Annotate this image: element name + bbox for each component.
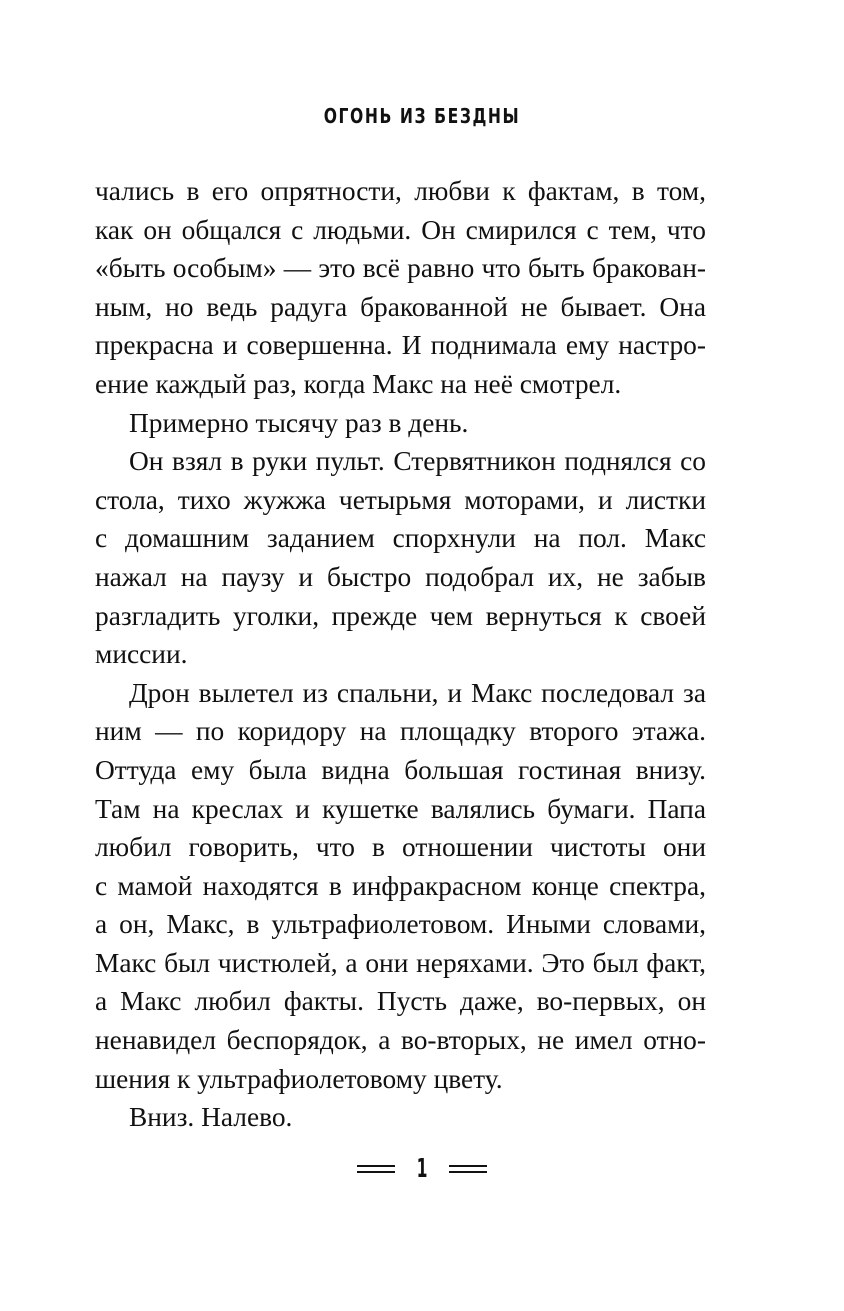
- text-line: миссии.: [95, 639, 188, 670]
- folio-rule-left: [357, 1165, 395, 1173]
- running-title: ОГОНЬ ИЗ БЕЗДНЫ: [323, 104, 521, 128]
- text-line: Там на креслах и кушетке валялись бумаги. Папа: [95, 793, 706, 824]
- text-line: Макс был чистюлей, а они неряхами. Это был факт,: [95, 947, 706, 978]
- text-line: а он, Макс, в ультрафиолетовом. Иными словами,: [95, 909, 706, 940]
- page-folio: [0, 1156, 844, 1182]
- text-line: любил говорить, что в отношении чистоты они: [95, 832, 706, 863]
- text-line: с домашним заданием спорхнули на пол. Макс: [95, 523, 706, 554]
- page-number: 1: [416, 1154, 428, 1184]
- body-text: [95, 172, 706, 1137]
- text-line: стола, тихо жужжа четырьмя моторами, и листки: [95, 484, 706, 515]
- text-line: шения к ультрафиолетовому цвету.: [95, 1063, 503, 1094]
- text-line: как он общался с людьми. Он смирился с тем, что: [95, 214, 706, 245]
- text-line: ным, но ведь радуга бракованной не бывает. Она: [95, 291, 706, 322]
- text-line: прекрасна и совершенна. И поднимала ему настро-: [95, 330, 706, 361]
- text-line: Дрон вылетел из спальни, и Макс последовал за: [129, 677, 706, 708]
- text-line: ненавидел беспорядок, а во-вторых, не имел отно-: [95, 1025, 706, 1056]
- text-line: Он взял в руки пульт. Стервятникон поднялся со: [129, 446, 706, 477]
- text-line: ним — по коридору на площадку второго этажа.: [95, 716, 706, 747]
- text-line: «быть особым» — это всё равно что быть бракован-: [95, 253, 706, 284]
- text-line: Оттуда ему была видна большая гостиная внизу.: [95, 754, 706, 785]
- text-line: разгладить уголки, прежде чем вернуться к своей: [95, 600, 706, 631]
- folio-rule-right: [449, 1165, 487, 1173]
- text-line: с мамой находятся в инфракрасном конце спектра,: [95, 870, 706, 901]
- text-line: а Макс любил факты. Пусть даже, во-первых, он: [95, 986, 706, 1017]
- text-line: Примерно тысячу раз в день.: [129, 407, 469, 438]
- text-line: ение каждый раз, когда Макс на неё смотрел.: [95, 368, 622, 399]
- text-line: Вниз. Налево.: [129, 1102, 293, 1133]
- text-line: нажал на паузу и быстро подобрал их, не забыв: [95, 561, 706, 592]
- text-line: чались в его опрятности, любви к фактам, в том,: [95, 176, 706, 206]
